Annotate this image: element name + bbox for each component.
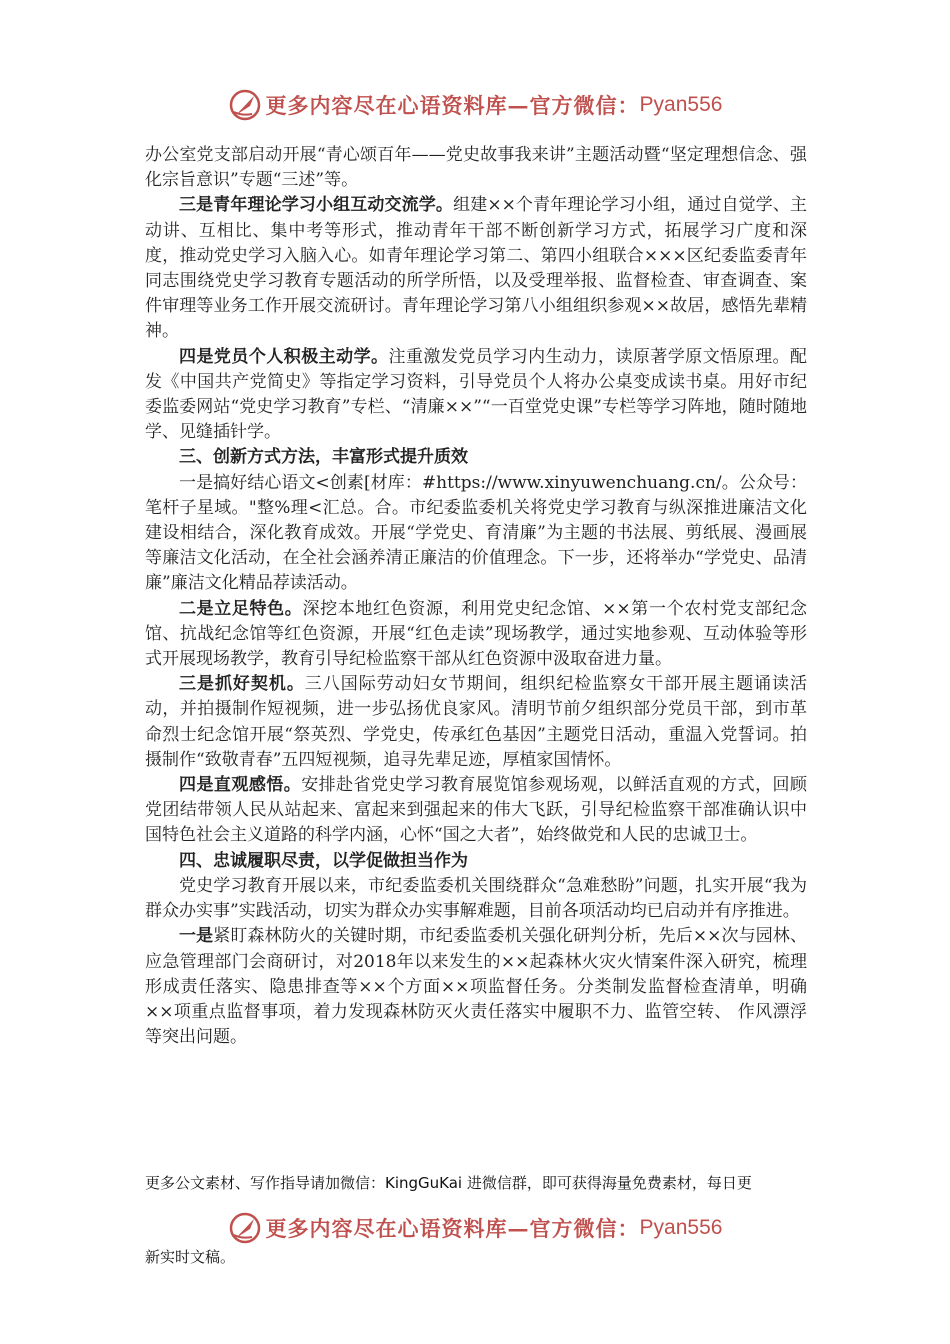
paragraph-8: 党史学习教育开展以来，市纪委监委机关围绕群众“急难愁盼”问题，扎实开展“我为群众办实事”实践活动，切实为群众办实事解难题，目前各项活动均已启动并有序推进。 xyxy=(145,875,807,922)
paragraph-7-body: 安排赴省党史学习教育展览馆参观场观，以鲜活直观的方式，回顾党团结带领人民从站起来、富起来到强起来的伟大飞跃，引导纪检监察干部准确认识中国特色社会主义道路的科学内涵，心怀“国之大者”，始终做党和人民的忠诚卫士。 xyxy=(145,775,808,846)
watermark-text: 更多内容尽在心语资料库—官方微信： xyxy=(265,93,640,118)
section-heading-3: 三、创新方式方法，丰富形式提升质效 xyxy=(179,447,468,468)
paragraph-6-body: 三八国际劳动妇女节期间，组织纪检监察女干部开展主题诵读活动，并拍摄制作短视频，进一步弘扬优良家风。清明节前夕组织部分党员干部，到市革命烈士纪念馆开展“祭英烈、学党史，传承红色基因”主题党日活动，重温入党誓词。拍摄制作“致敬青春”五四短视频，追寻先辈足迹，厚植家国情怀。 xyxy=(145,674,808,770)
watermark-banner-bottom xyxy=(0,1206,950,1250)
watermark-id: Pyan556 xyxy=(639,93,723,116)
document-body xyxy=(145,143,807,1050)
paragraph-9-lead: 一是 xyxy=(179,926,214,947)
paragraph-9 xyxy=(145,924,807,1050)
paragraph-2-body: 组建××个青年理论学习小组，通过自觉学、主动讲、互相比、集中考等形式，推动青年干部不断创新学习方式，拓展学习广度和深度，推动党史学习入脑入心。如青年理论学习第二、第四小组联合×××区纪委监委青年同志围绕党史学习教育专题活动的所学所悟，以及受理举报、监督检查、审查调查、案件审理等业务工作开展交流研讨。青年理论学习第八小组组织参观××故居，感悟先辈精神。 xyxy=(145,195,807,342)
watermark-text: 更多内容尽在心语资料库—官方微信： xyxy=(265,1216,640,1241)
watermark-id: Pyan556 xyxy=(639,1216,723,1239)
paragraph-6-lead: 三是抓好契机。 xyxy=(179,674,305,695)
paragraph-7 xyxy=(145,773,807,849)
paragraph-1: 办公室党支部启动开展“青心颂百年——党史故事我来讲”主题活动暨“坚定理想信念、强化宗旨意识”专题“三述”等。 xyxy=(145,145,807,191)
paragraph-5 xyxy=(145,597,807,673)
paragraph-3-lead: 四是党员个人积极主动学。 xyxy=(179,346,389,367)
paragraph-4: 一是搞好结心语文<创素[材库：#https://www.xinyuwenchuang.cn/。公众号：笔杆子星域。"整%理<汇总。合。市纪委监委机关将党史学习教育与纵深推进廉洁文化建设相结合，深化教育成效。开展“学党史、育清廉”为主题的书法展、剪纸展、漫画展等廉洁文化活动，在全社会涵养清正廉洁的价值理念。下一步，还将举办“学党史、品清廉”廉洁文化精品荐读活动。 xyxy=(145,472,807,594)
paragraph-7-lead: 四是直观感悟。 xyxy=(179,775,302,796)
paragraph-2-lead: 三是青年理论学习小组互动交流学。 xyxy=(179,195,454,216)
paragraph-3 xyxy=(145,345,807,446)
paragraph-9-body: 紧盯森林防火的关键时期，市纪委监委机关强化研判分析，先后××次与园林、应急管理部门会商研讨，对2018年以来发生的××起森林火灾火情案件深入研究，梳理形成责任落实、隐患排查等××个方面××项监督任务。分类制发监督检查清单，明确××项重点监督事项，着力发现森林防灭火责任落实中履职不力、监管空转、 作风漂浮等突出问题。 xyxy=(145,926,807,1048)
watermark-banner-top xyxy=(0,83,950,127)
quill-logo-icon xyxy=(228,1211,262,1245)
paragraph-5-body: 深挖本地红色资源，利用党史纪念馆、××第一个农村党支部纪念馆、抗战纪念馆等红色资源，开展“红色走读”现场教学，通过实地参观、互动体验等形式开展现场教学，教育引导纪检监察干部从红色资源中汲取奋进力量。 xyxy=(145,598,807,670)
paragraph-3-body: 注重激发党员学习内生动力，读原著学原文悟原理。配发《中国共产党简史》等指定学习资料，引导党员个人将办公桌变成读书桌。用好市纪委监委网站“党史学习教育”专栏、“清廉××”“一百堂党史课”专栏等学习阵地，随时随地学、见缝插针学。 xyxy=(145,346,808,443)
paragraph-6 xyxy=(145,672,807,773)
footer-promo-line: 更多公文素材、写作指导请加微信：KingGuKai 进微信群，即可获得海量免费素材，每日更 xyxy=(145,1174,752,1192)
footer-promo-line-end: 新实时文稿。 xyxy=(145,1248,236,1266)
quill-logo-icon xyxy=(228,88,262,122)
paragraph-5-lead: 二是立足特色。 xyxy=(179,598,303,619)
paragraph-2 xyxy=(145,193,807,344)
section-heading-4: 四、忠诚履职尽责，以学促做担当作为 xyxy=(179,850,468,871)
